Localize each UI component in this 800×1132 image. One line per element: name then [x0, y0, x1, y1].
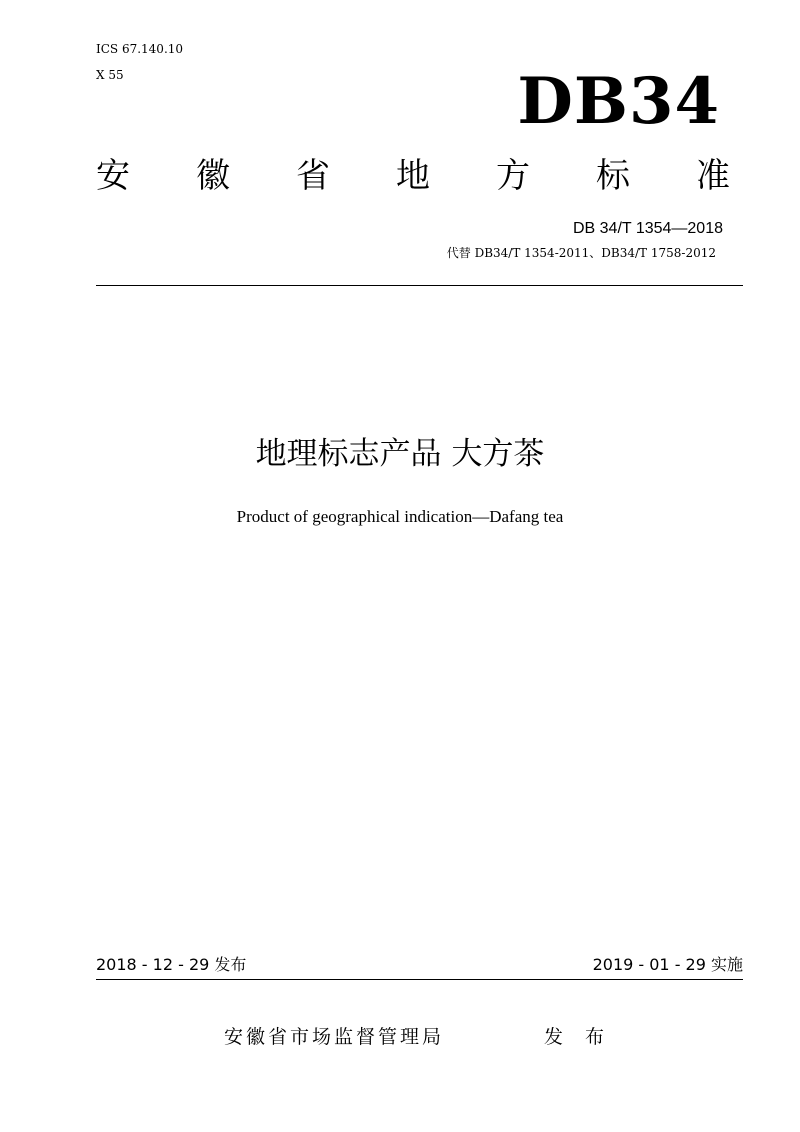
ics-code: ICS 67.140.10 — [96, 42, 184, 56]
standard-type-char: 地 — [396, 156, 430, 196]
standard-number: DB 34/T 1354—2018 — [572, 220, 723, 237]
standard-type-char: 徽 — [196, 156, 230, 196]
document-title: 地理标志产品 大方茶 — [255, 436, 545, 472]
document-title-english: Product of geographical indication—Dafang tea — [236, 507, 564, 526]
issue-date: 2018 - 12 - 29 发布 — [96, 955, 247, 974]
replaces-note: 代替 DB34/T 1354-2011、DB34/T 1758-2012 — [446, 246, 716, 260]
standard-type-char: 安 — [96, 156, 130, 196]
classification-code: X 55 — [96, 68, 124, 82]
standard-logo: DB34 — [517, 64, 720, 139]
standard-type-char: 标 — [596, 156, 630, 196]
standard-type-title — [96, 154, 730, 198]
publish-label: 发 布 — [544, 1026, 613, 1048]
standard-type-char: 省 — [296, 156, 330, 196]
publisher-name: 安徽省市场监督管理局 — [224, 1026, 445, 1048]
header-divider — [96, 285, 743, 286]
implementation-date: 2019 - 01 - 29 实施 — [592, 955, 743, 974]
footer-divider — [96, 979, 743, 980]
standard-type-char: 准 — [696, 156, 730, 196]
standard-type-char: 方 — [496, 156, 530, 196]
